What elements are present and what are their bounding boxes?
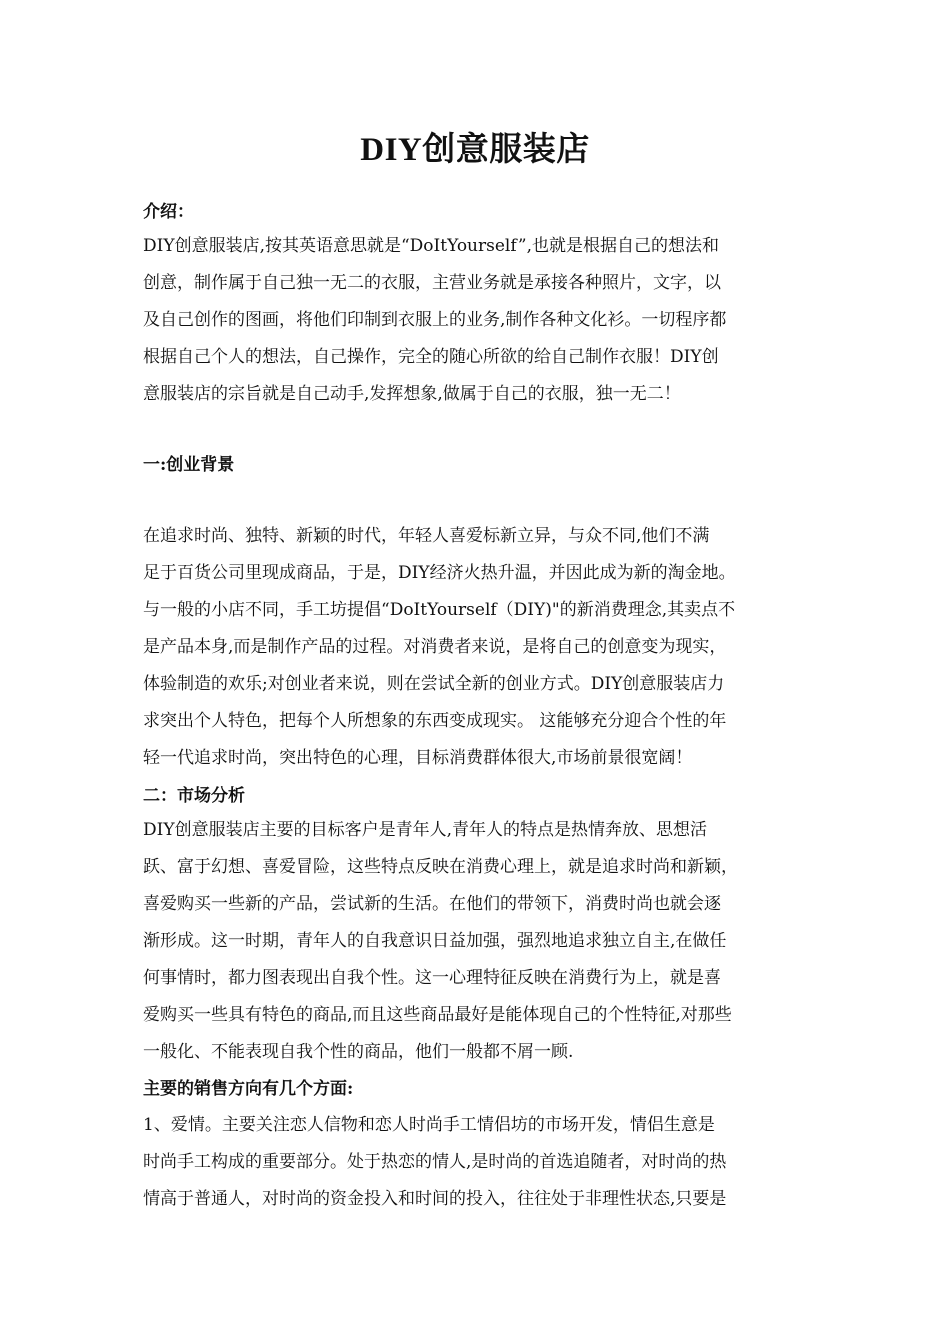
section-heading-intro: 介绍： [143, 202, 194, 222]
paragraph-line: 轻一代追求时尚，突出特色的心理，目标消费群体很大,市场前景很宽阔！ [143, 748, 693, 768]
paragraph-line: 足于百货公司里现成商品，于是，DIY经济火热升温，并因此成为新的淘金地。 [143, 563, 736, 583]
paragraph-line: DIY创意服装店,按其英语意思就是“DoItYourself”,也就是根据自己的想法和 [143, 236, 719, 256]
paragraph-line: 1、爱情。主要关注恋人信物和恋人时尚手工情侣坊的市场开发，情侣生意是 [143, 1115, 715, 1135]
document-title: DIY创意服装店 [360, 132, 590, 168]
paragraph-line: 喜爱购买一些新的产品，尝试新的生活。在他们的带领下，消费时尚也就会逐 [143, 894, 721, 914]
paragraph-line: 时尚手工构成的重要部分。处于热恋的情人,是时尚的首选追随者，对时尚的热 [143, 1152, 727, 1172]
paragraph-line: 及自己创作的图画，将他们印制到衣服上的业务,制作各种文化衫。一切程序都 [143, 310, 727, 330]
paragraph-line: 渐形成。这一时期，青年人的自我意识日益加强，强烈地追求独立自主,在做任 [143, 931, 727, 951]
paragraph-line: 情高于普通人，对时尚的资金投入和时间的投入，往往处于非理性状态,只要是 [143, 1189, 727, 1209]
section-heading-market: 二：市场分析 [143, 786, 245, 806]
paragraph-line: 根据自己个人的想法，自己操作，完全的随心所欲的给自己制作衣服！DIY创 [143, 347, 719, 367]
paragraph-line: 是产品本身,而是制作产品的过程。对消费者来说，是将自己的创意变为现实， [143, 637, 727, 657]
section-heading-background: 一:创业背景 [143, 455, 235, 475]
paragraph-line: 何事情时，都力图表现出自我个性。这一心理特征反映在消费行为上，就是喜 [143, 968, 721, 988]
paragraph-line: 在追求时尚、独特、新颖的时代，年轻人喜爱标新立异，与众不同,他们不满 [143, 526, 710, 546]
paragraph-line: 爱购买一些具有特色的商品,而且这些商品最好是能体现自己的个性特征,对那些 [143, 1005, 732, 1025]
paragraph-line: 体验制造的欢乐;对创业者来说，则在尝试全新的创业方式。DIY创意服装店力 [143, 674, 725, 694]
paragraph-line: 创意，制作属于自己独一无二的衣服，主营业务就是承接各种照片，文字，以 [143, 273, 721, 293]
paragraph-line: 一般化、不能表现自我个性的商品，他们一般都不屑一顾. [143, 1042, 574, 1062]
paragraph-line: 意服装店的宗旨就是自己动手,发挥想象,做属于自己的衣服，独一无二！ [143, 384, 681, 404]
paragraph-line: 求突出个人特色，把每个人所想象的东西变成现实。 这能够充分迎合个性的年 [143, 711, 727, 731]
paragraph-line: 与一般的小店不同，手工坊提倡“DoItYourself（DIY)"的新消费理念,其卖点不 [143, 600, 736, 620]
paragraph-line: 跃、富于幻想、喜爱冒险，这些特点反映在消费心理上，就是追求时尚和新颖， [143, 857, 738, 877]
section-heading-sales-directions: 主要的销售方向有几个方面: [143, 1079, 354, 1099]
paragraph-line: DIY创意服装店主要的目标客户是青年人,青年人的特点是热情奔放、思想活 [143, 820, 707, 840]
